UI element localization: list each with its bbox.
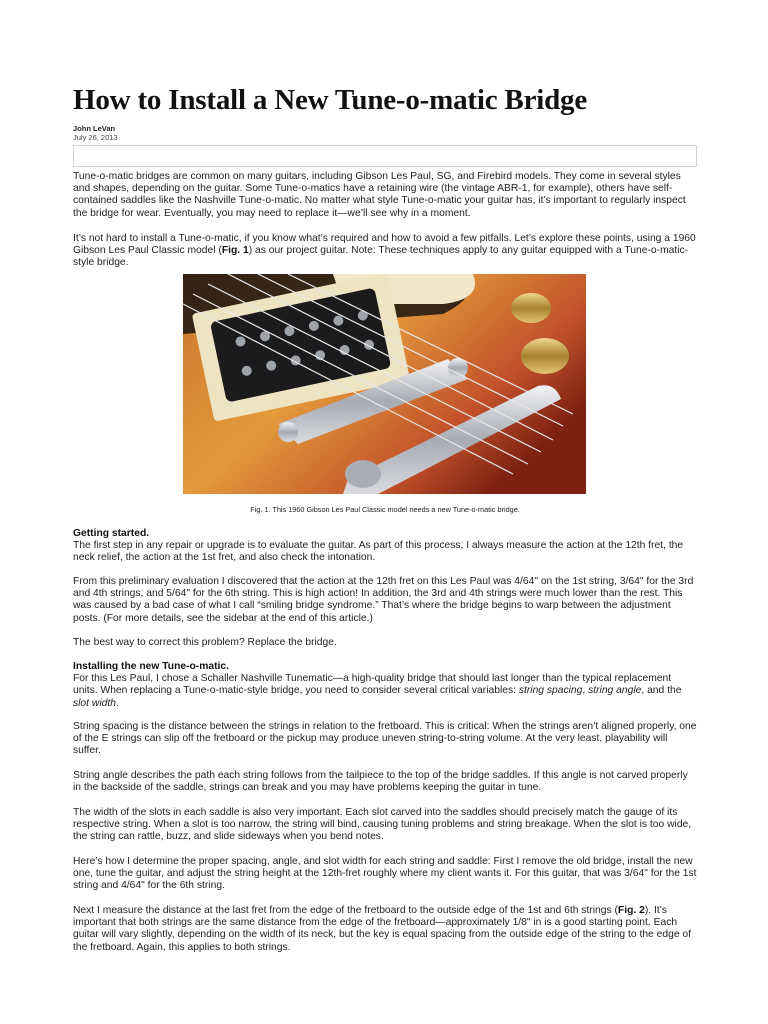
paragraph-evaluate: The first step in any repair or upgrade is to evaluate the guitar. As part of this process, I always measure the action at the 12th fret, the neck relief, the action at the 1st fret, and also check the intonation. [73,540,684,564]
paragraph-string-angle: String angle describes the path each string follows from the tailpiece to the top of the bridge saddles. If this angle is not carved properly in the backside of the saddle, strings can break and you may have problems keeping the guitar in tune. [73,770,688,794]
article-title: How to Install a New Tune-o-matic Bridge [73,84,588,116]
p2-text-a: It’s not hard to install a Tune-o-matic, if you know what’s required and how to avoid a few pitfalls. Let’s explore these points, using a 1960 Gibson Les Paul Classic model ( [73,233,696,257]
control-knob-bottom [521,338,569,374]
paragraph-evaluation-findings: From this preliminary evaluation I discovered that the action at the 12th fret on this Les Paul was 4/64" on the 1st string, 3/64" for the 3rd and 4th strings, and 5/64" for the 6th string. This is high action! In addition, the 3rd and 4th strings were much lower than the rest. This was caused by a bad case of what I call “smiling bridge syndrome.” That’s where the bridge begins to warp between the adjustment posts. (For more details, see the sidebar at the end of this article.) [73,576,694,624]
figure-1-guitar-photo [183,274,586,494]
paragraph-determine-spacing: Here’s how I determine the proper spacing, angle, and slot width for each string and saddle: First I remove the old bridge, install the new one, tune the guitar, and adjust the string height at the 12th-fret roughly where my client wants it. For this guitar, that was 3/64" for the 1st string and 4/64" for the 6th string. [73,856,697,892]
section-getting-started [73,528,697,565]
p6-sep-2: , and the [641,685,682,697]
figure-2-ref: Fig. 2 [617,905,645,916]
section-installing [73,661,697,710]
figure-1-caption: Fig. 1. This 1960 Gibson Les Paul Classic model needs a new Tune-o-matic bridge. [250,505,520,514]
term-slot-width: slot width [73,697,116,709]
term-string-spacing: string spacing [518,685,583,697]
paragraph-slot-width: The width of the slots in each saddle is also very important. Each slot carved into the saddles should precisely match the gauge of its respective string. When a slot is too narrow, the string will bind, causing tuning problems and string breakage. When the slot is too wide, the string can rattle, buzz, and slide sideways when you bend notes. [73,807,692,843]
guitar-bridge-illustration [183,274,586,494]
heading-installing: Installing the new Tune-o-matic. [73,661,229,672]
p6-text-a: For this Les Paul, I chose a Schaller Nashville Tunematic—a high-quality bridge that should last longer than the typical replacement units. When replacing a Tune-o-matic-style bridge, you need to consider several critical variables: [73,673,672,697]
paragraph-string-spacing: String spacing is the distance between the strings in relation to the fretboard. This is critical: When the strings aren’t aligned properly, one of the E strings can slip off the fretboard or the pickup may produce uneven string-to-string volume. At the very least, playability will suffer. [73,721,697,757]
figure-1-ref: Fig. 1 [221,245,249,257]
intro-paragraph: Tune-o-matic bridges are common on many guitars, including Gibson Les Paul, SG, and Firebird models. They come in several styles and shapes, depending on the guitar. Some Tune-o-matics have a retaining wire (the vintage ABR-1, for example), others have self-contained saddles like the Nashville Tune-o-matic. No matter what style Tune-o-matic your guitar has, it’s important to regularly inspect the bridge for wear. Eventually, you may need to replace it—we’ll see why in a moment. [73,171,686,219]
paragraph-replace-bridge: The best way to correct this problem? Replace the bridge. [73,637,337,648]
article-date: July 26, 2013 [73,133,118,142]
article-author: John LeVan [73,124,116,133]
control-knob-top [511,293,551,323]
p2-text-b: ) as our project guitar. Note: These techniques apply to any guitar equipped with a Tune-o-matic-style bridge. [73,245,689,269]
p6-end: . [115,697,119,709]
term-string-angle: string angle [588,685,642,697]
p6-sep-1: , [582,685,589,697]
tailpiece-stud [345,460,381,488]
bridge-post-left [278,422,298,442]
paragraph-project-guitar [73,233,697,270]
empty-banner-box [73,145,697,167]
p11-text-b: ). It’s important that both strings are the same distance from the edge of the fretboard—approximately 1/8" in is a good starting point. Each guitar will vary slightly, depending on the width of its neck, but the key is equal spacing from the outside edge of the string to the edge of the fretboard. Again, this applies to both strings. [73,905,691,953]
paragraph-measure-distance [73,905,697,954]
heading-getting-started: Getting started. [73,528,150,539]
p11-text-a: Next I measure the distance at the last fret from the edge of the fretboard to the outside edge of the 1st and 6th strings ( [73,905,618,916]
